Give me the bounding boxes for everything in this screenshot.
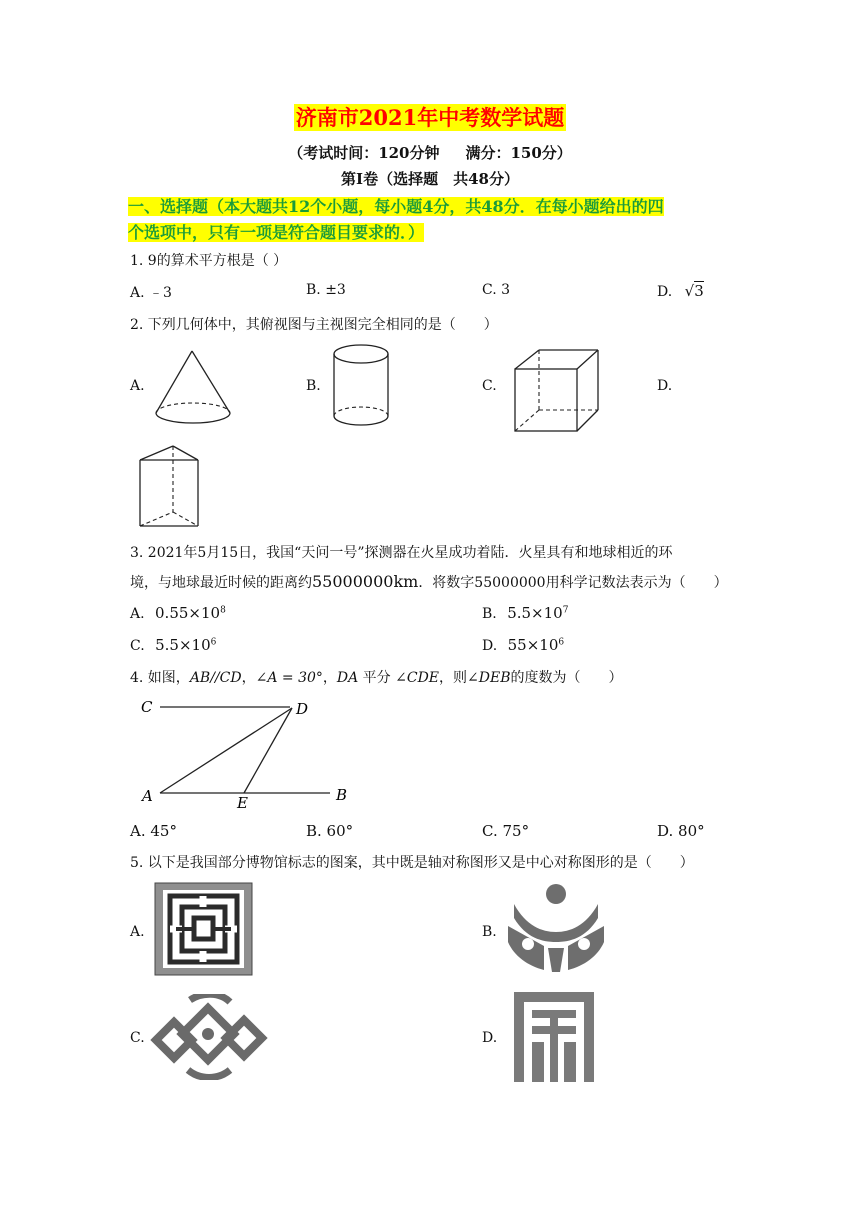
point-b-label: B <box>336 786 348 804</box>
q3-option-a <box>130 604 226 622</box>
q3-option-c-base: 5.5×10 <box>155 636 211 654</box>
q3-option-b-label: B. <box>482 606 497 622</box>
q3-option-c-label: C. <box>130 638 145 654</box>
q2-stem: 2. 下列几何体中，其俯视图与主视图完全相同的是（ ） <box>130 317 498 333</box>
page-title: 济南市2021年中考数学试题 <box>295 105 565 130</box>
section-line-1: 一、选择题（本大题共12个小题，每小题4分，共48分．在每小题给出的四 <box>128 197 664 216</box>
q3-option-d-base: 55×10 <box>507 636 559 654</box>
point-d-label: D <box>296 700 309 718</box>
q2-option-a: A. <box>130 378 145 394</box>
q2-option-b: B. <box>306 378 321 394</box>
q1-stem: 1. 9的算术平方根是（ ） <box>130 253 288 269</box>
q4-stem-mid: 平分 <box>358 670 396 686</box>
q3-line-2-pre: 境，与地球最近时候的距离约 <box>130 575 312 591</box>
q4-sep-1: ， <box>241 670 256 686</box>
cylinder-figure <box>328 340 398 435</box>
q1-option-d-label: D. <box>657 284 673 300</box>
section-heading <box>128 194 738 246</box>
museum-logo-b <box>504 880 608 974</box>
point-e-label: E <box>237 794 248 812</box>
prism-figure <box>134 440 206 532</box>
exam-time: （考试时间：120分钟 <box>288 144 440 162</box>
q3-line-2-number: 55000000km <box>312 572 419 591</box>
q3-option-d <box>482 636 564 654</box>
q3-option-b <box>482 604 568 622</box>
q4-option-d: D. 80° <box>657 822 705 840</box>
q3-line-2 <box>130 572 728 592</box>
cube-figure <box>508 345 603 435</box>
q1-option-c: C. 3 <box>482 282 511 298</box>
q1-option-b: B. ±3 <box>306 282 346 298</box>
q4-stem-pre: 4. 如图， <box>130 670 190 686</box>
q4-math-5: ∠DEB <box>467 670 511 686</box>
q3-option-a-exp: 8 <box>220 605 226 616</box>
q3-option-c-exp: 6 <box>210 637 217 648</box>
exam-score: 满分：150分） <box>465 144 572 162</box>
point-a-label: A <box>142 787 153 805</box>
q3-option-b-exp: 7 <box>562 605 569 616</box>
q1-option-a: A. ﹣3 <box>130 285 172 301</box>
q3-option-d-label: D. <box>482 638 498 654</box>
q4-option-a: A. 45° <box>130 822 177 840</box>
q4-sep-2: ， <box>322 670 337 686</box>
museum-logo-a <box>154 882 254 976</box>
q4-math-2: ∠A = 30° <box>255 670 323 686</box>
museum-logo-d <box>508 988 600 1086</box>
q4-option-b: B. 60° <box>306 822 354 840</box>
q4-sep-3: ，则 <box>439 670 468 686</box>
museum-logo-c <box>150 994 268 1080</box>
cone-figure <box>150 345 240 430</box>
q4-option-c: C. 75° <box>482 822 530 840</box>
sqrt-icon: √3 <box>684 282 704 300</box>
point-c-label: C <box>141 698 153 716</box>
q5-option-a: A. <box>130 924 145 940</box>
q4-stem-post: 的度数为（ ） <box>510 670 623 686</box>
q4-math-1: AB//CD <box>189 670 242 686</box>
q4-math-4: ∠CDE <box>395 670 440 686</box>
q3-option-b-base: 5.5×10 <box>507 604 563 622</box>
q1-option-d-value: 3 <box>694 282 704 300</box>
q5-option-b: B. <box>482 924 497 940</box>
q3-option-a-label: A. <box>130 606 145 622</box>
angle-diagram <box>138 694 358 812</box>
q3-option-a-base: 0.55×10 <box>155 604 221 622</box>
q3-line-2-post: ．将数字55000000用科学记数法表示为（ ） <box>418 575 728 591</box>
q4-stem <box>130 667 623 687</box>
q5-option-d: D. <box>482 1030 498 1046</box>
q4-math-3: DA <box>336 670 359 686</box>
q5-stem: 5. 以下是我国部分博物馆标志的图案，其中既是轴对称图形又是中心对称图形的是（ ） <box>130 855 694 871</box>
q3-line-1: 3. 2021年5月15日，我国“天问一号”探测器在火星成功着陆．火星具有和地球相近的环 <box>130 545 673 561</box>
q1-option-d <box>657 282 704 300</box>
q3-option-d-exp: 6 <box>558 637 565 648</box>
q5-option-c: C. <box>130 1030 145 1046</box>
volume-title: 第Ⅰ卷（选择题 共48分） <box>341 170 519 188</box>
section-line-2: 个选项中，只有一项是符合题目要求的．） <box>128 223 425 242</box>
exam-info <box>0 142 860 163</box>
q3-option-c <box>130 636 216 654</box>
q2-option-d: D. <box>657 378 673 394</box>
q2-option-c: C. <box>482 378 497 394</box>
